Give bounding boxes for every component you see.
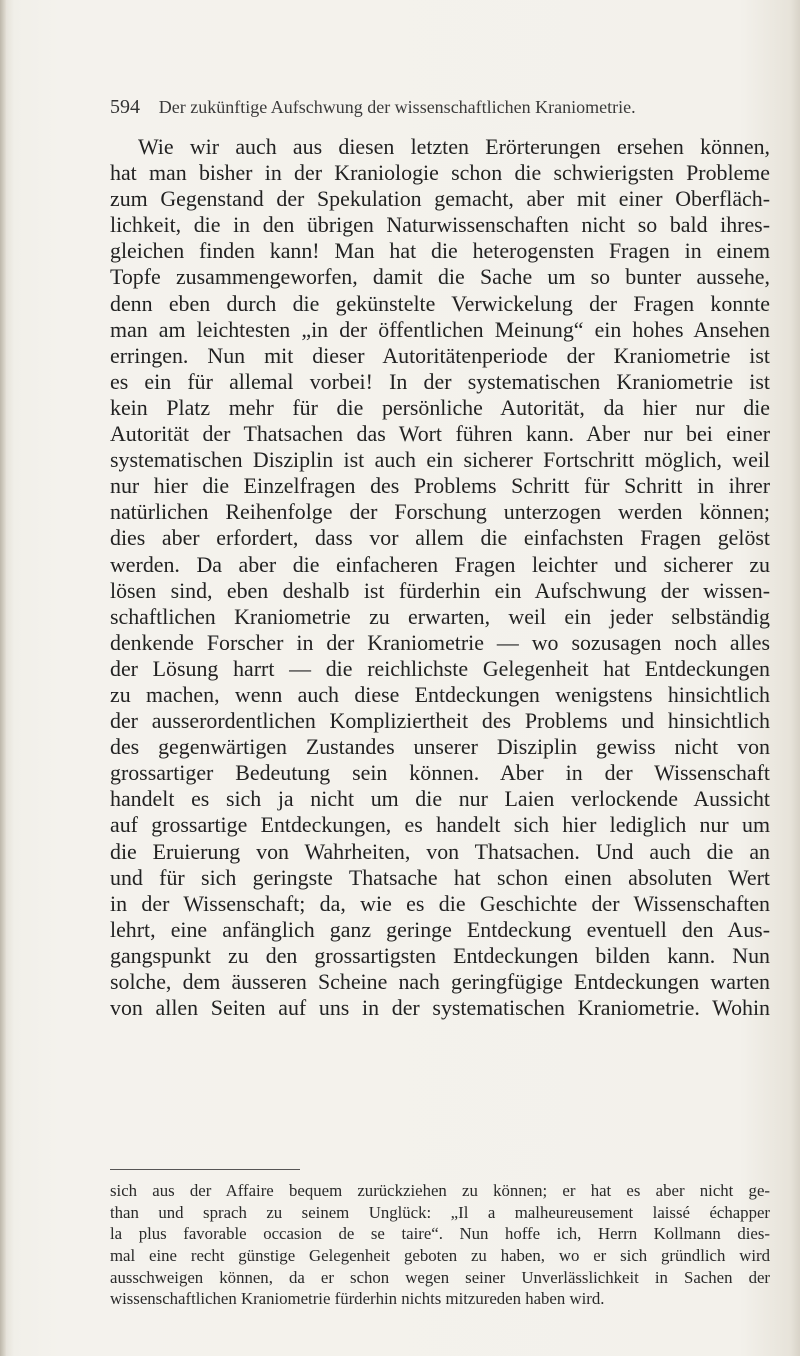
footnote-line: sich aus der Affaire bequem zurückziehen zu können; er hat es aber nicht ge-: [110, 1181, 770, 1200]
page-binding-edge: [0, 0, 6, 1356]
footnote-divider: [110, 1169, 300, 1170]
footnote-line: than und sprach zu seinem Unglück: „Il a malheureusement laissé échapper: [110, 1202, 770, 1222]
text-line: handelt es sich ja nicht um die nur Laien verlockende Aussicht: [110, 786, 770, 812]
text-line: die Eruierung von Wahrheiten, von Thatsachen. Und auch die an: [110, 838, 770, 864]
text-line: zu machen, wenn auch diese Entdeckungen wenigstens hinsichtlich: [110, 681, 770, 707]
text-line: man am leichtesten „in der öffentlichen Meinung“ ein hohes Ansehen: [110, 316, 770, 342]
text-line: lichkeit, die in den übrigen Naturwissenschaften nicht so bald ihres-: [110, 212, 770, 238]
footnote-line: la plus favorable occasion de se taire“. Nun hoffe ich, Herrn Kollmann dies-: [110, 1224, 770, 1244]
text-line: kein Platz mehr für die persönliche Autorität, da hier nur die: [110, 394, 770, 420]
text-line: gangspunkt zu den grossartigsten Entdeckungen bilden kann. Nun: [110, 942, 770, 968]
text-line: und für sich geringste Thatsache hat schon einen absoluten Wert: [110, 864, 770, 890]
page-number: 594: [110, 96, 140, 118]
footnote-line: ausschweigen können, da er schon wegen seiner Unverlässlichkeit in Sachen der: [110, 1267, 770, 1287]
text-line: lösen sind, eben deshalb ist fürderhin ein Aufschwung der wissen-: [110, 577, 770, 603]
text-line: natürlichen Reihenfolge der Forschung unterzogen werden können;: [110, 499, 770, 525]
text-line: lehrt, eine anfänglich ganz geringe Entdeckung eventuell den Aus-: [110, 916, 770, 942]
running-title: Der zukünftige Aufschwung der wissenschaftlichen Kraniometrie.: [158, 97, 636, 117]
text-line: Topfe zusammengeworfen, damit die Sache um so bunter aussehe,: [110, 264, 770, 290]
text-line: hat man bisher in der Kraniologie schon die schwierigsten Probleme: [110, 160, 770, 186]
text-line: denn eben durch die gekünstelte Verwickelung der Fragen konnte: [110, 290, 770, 316]
text-line: der Lösung harrt — die reichlichste Gelegenheit hat Entdeckungen: [110, 655, 770, 681]
text-line: es ein für allemal vorbei! In der systematischen Kraniometrie ist: [110, 368, 770, 394]
text-line: schaftlichen Kraniometrie zu erwarten, weil ein jeder selbständig: [110, 603, 770, 629]
text-line: werden. Da aber die einfacheren Fragen leichter und sicherer zu: [110, 551, 770, 577]
text-line: gleichen finden kann! Man hat die heterogensten Fragen in einem: [110, 238, 770, 264]
text-line: Wie wir auch aus diesen letzten Erörterungen ersehen können,: [138, 134, 770, 159]
footnote-line: mal eine recht günstige Gelegenheit geboten zu haben, wo er sich gründlich wird: [110, 1246, 770, 1266]
text-line: in der Wissenschaft; da, wie es die Geschichte der Wissenschaften: [110, 890, 770, 916]
text-line: von allen Seiten auf uns in der systematischen Kraniometrie. Wohin: [110, 995, 770, 1021]
footnote-line: wissenschaftlichen Kraniometrie fürderhin nichts mitzureden haben wird.: [110, 1289, 605, 1309]
main-text: [110, 134, 770, 1021]
text-line: auf grossartige Entdeckungen, es handelt sich hier lediglich nur um: [110, 812, 770, 838]
text-line: grossartiger Bedeutung sein können. Aber in der Wissenschaft: [110, 760, 770, 786]
footnote-block: [110, 1180, 770, 1310]
page-header: [110, 96, 760, 126]
text-line: dies aber erfordert, dass vor allem die einfachsten Fragen gelöst: [110, 525, 770, 551]
text-line: systematischen Disziplin ist auch ein sicherer Fortschritt möglich, weil: [110, 447, 770, 473]
text-line: Autorität der Thatsachen das Wort führen kann. Aber nur bei einer: [110, 421, 770, 447]
text-line: nur hier die Einzelfragen des Problems Schritt für Schritt in ihrer: [110, 473, 770, 499]
text-line: des gegenwärtigen Zustandes unserer Disziplin gewiss nicht von: [110, 734, 770, 760]
text-line: denkende Forscher in der Kraniometrie — wo sozusagen noch alles: [110, 629, 770, 655]
text-line: zum Gegenstand der Spekulation gemacht, aber mit einer Oberfläch-: [110, 186, 770, 212]
text-line: erringen. Nun mit dieser Autoritätenperiode der Kraniometrie ist: [110, 342, 770, 368]
text-line: der ausserordentlichen Kompliziertheit des Problems und hinsichtlich: [110, 708, 770, 734]
text-line: solche, dem äusseren Scheine nach geringfügige Entdeckungen warten: [110, 969, 770, 994]
